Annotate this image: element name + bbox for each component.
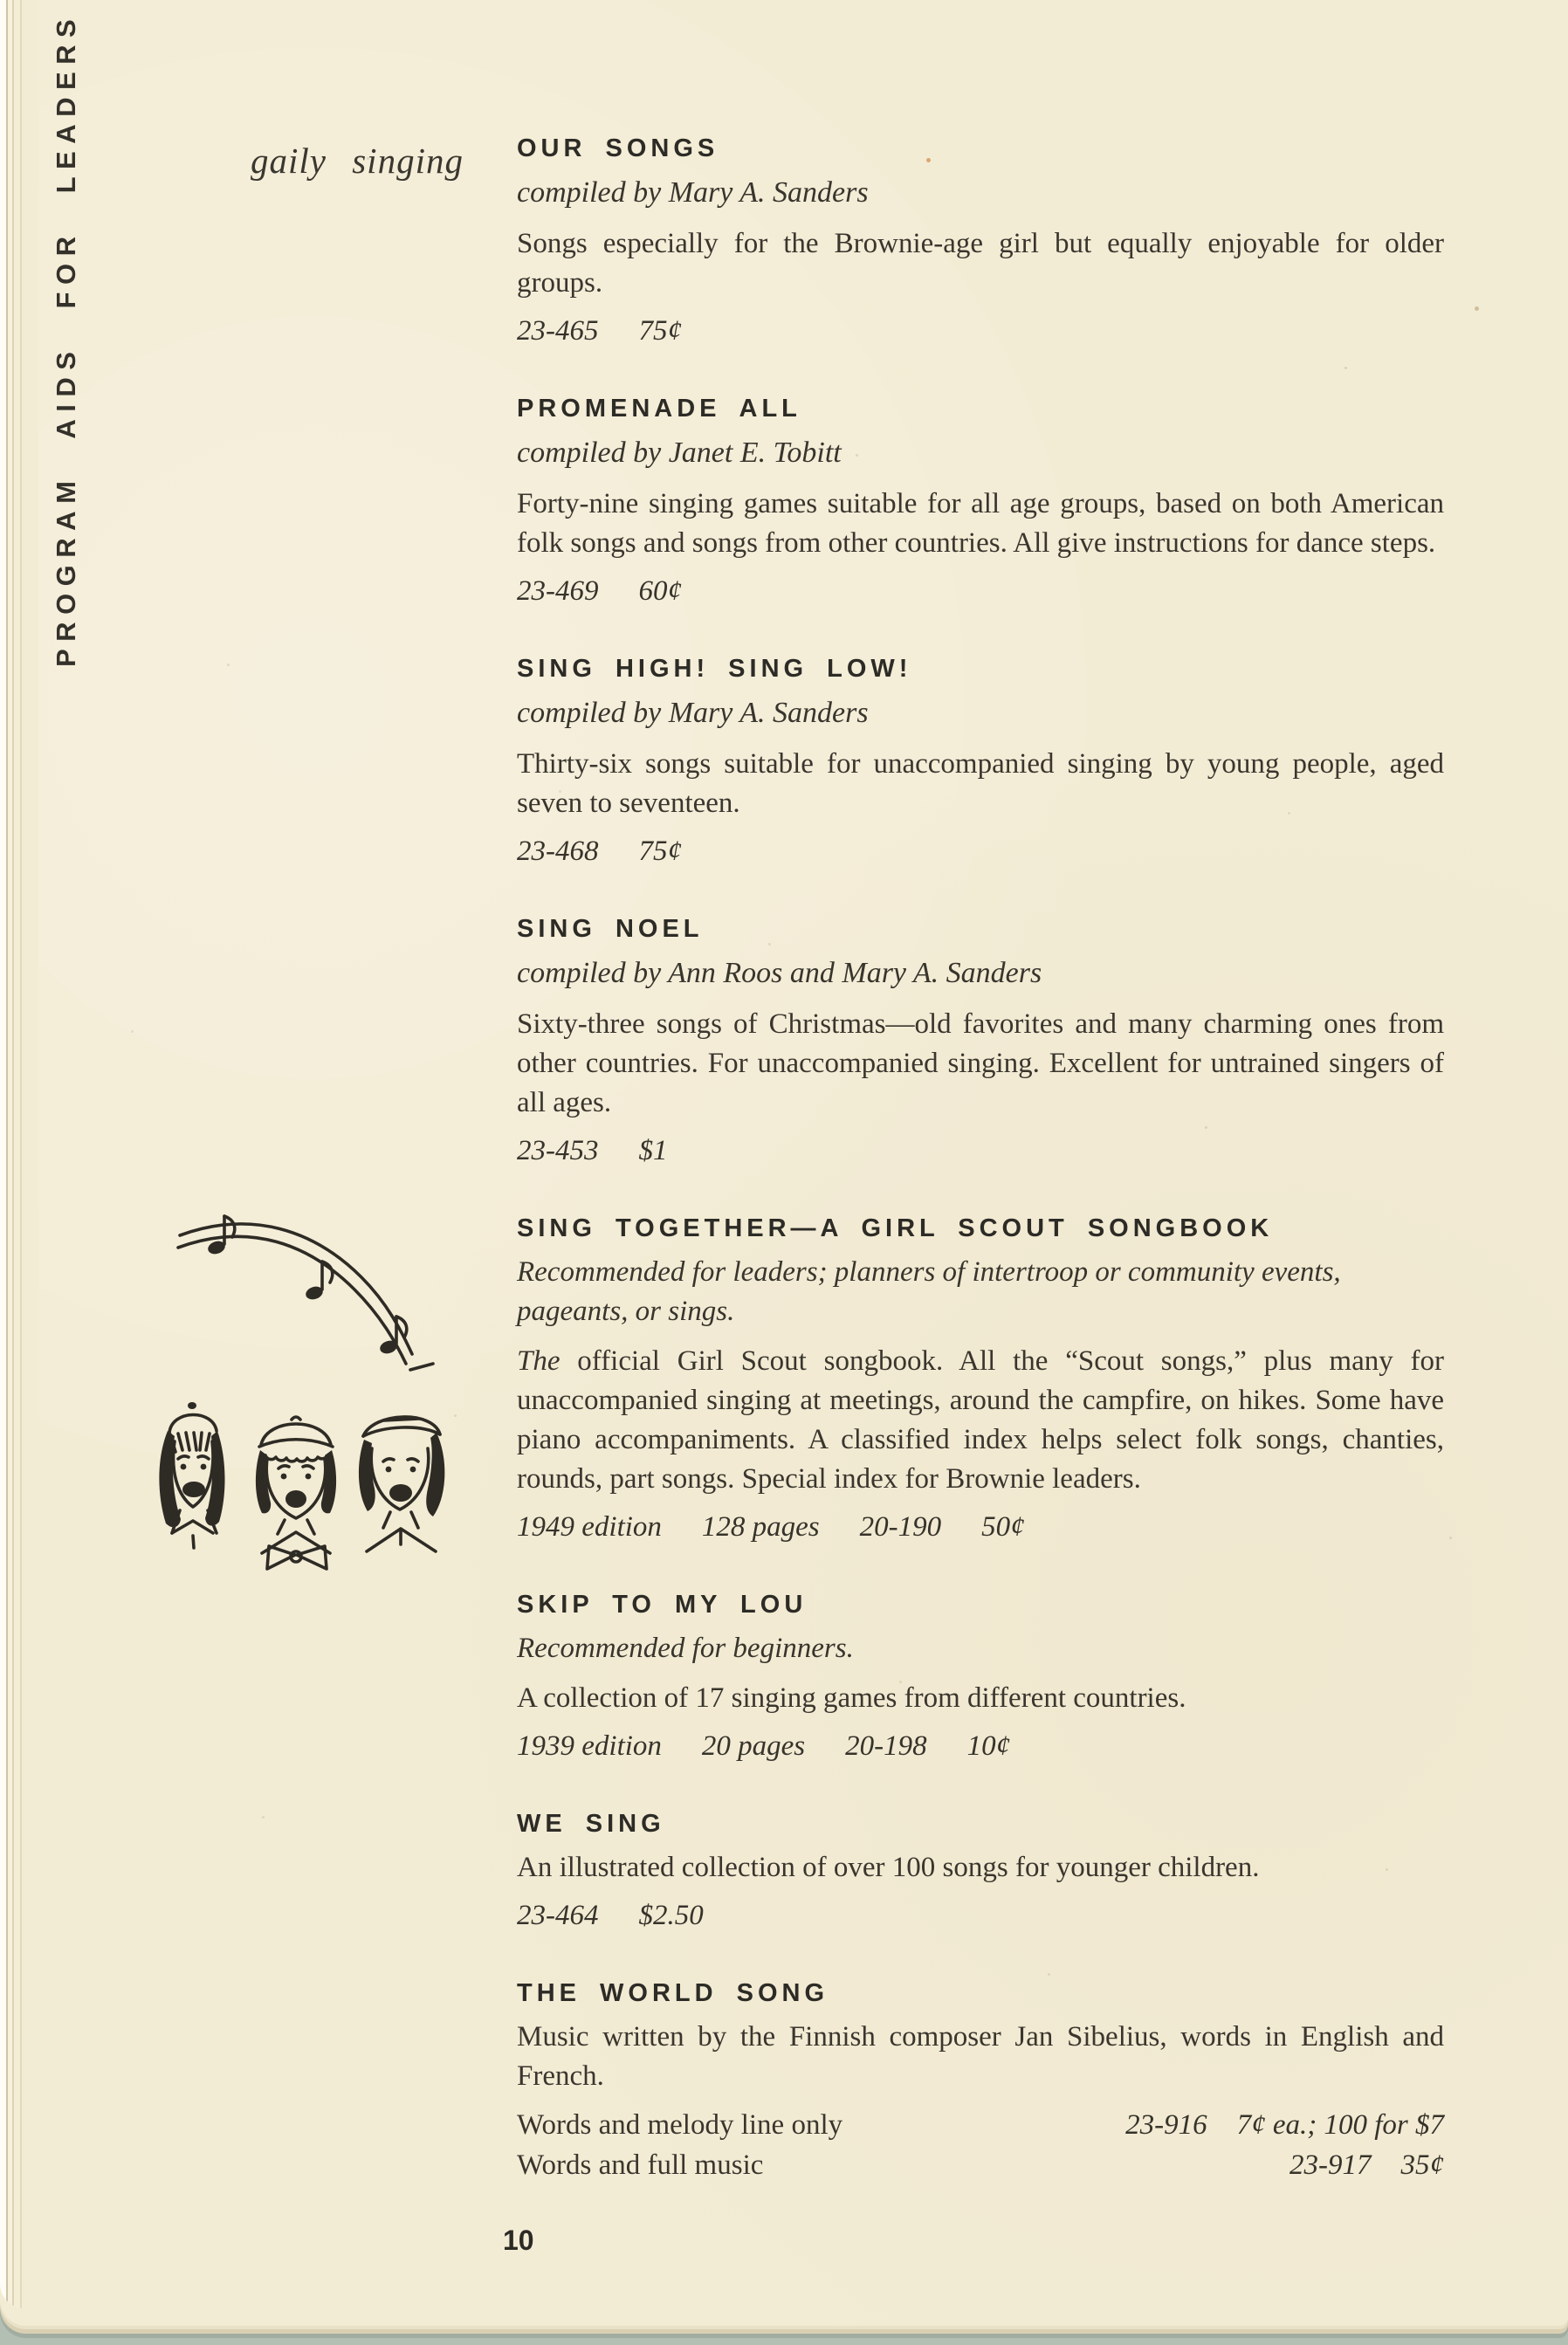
price-segment: 50¢ bbox=[981, 1511, 1025, 1543]
price-segment: 23-465 bbox=[517, 315, 599, 347]
book-listing bbox=[517, 911, 1444, 1171]
price-segment: 23-916 bbox=[1125, 2109, 1207, 2141]
price-segment: 10¢ bbox=[966, 1730, 1011, 1762]
book-title: PROMENADE ALL bbox=[517, 395, 801, 423]
book-price-line bbox=[517, 312, 1444, 351]
price-segment: 23-468 bbox=[517, 836, 599, 867]
price-segment: $2.50 bbox=[638, 1900, 704, 1931]
price-segment: 23-917 bbox=[1289, 2149, 1372, 2181]
book-price-line bbox=[517, 1727, 1444, 1766]
price-segment: 35¢ bbox=[1400, 2149, 1444, 2181]
book-description bbox=[517, 224, 1444, 303]
senior-girl-figure bbox=[359, 1417, 444, 1551]
price-row-label: Words and melody line only bbox=[517, 2109, 843, 2141]
description-text: A collection of 17 singing games from different countries. bbox=[517, 1682, 1186, 1714]
price-segment: 20 pages bbox=[701, 1730, 806, 1762]
description-text: Music written by the Finnish composer Jan Sibelius, words in English and French. bbox=[517, 2021, 1444, 2092]
price-segment: 7¢ ea.; 100 for $7 bbox=[1236, 2109, 1444, 2141]
price-segment: $1 bbox=[638, 1135, 668, 1166]
description-text: Forty-nine singing games suitable for all age groups, based on both American folk songs and songs from other countries. All give instructions for dance steps. bbox=[517, 488, 1444, 559]
price-segment: 20-190 bbox=[859, 1511, 942, 1543]
sidebar-label: PROGRAM AIDS FOR LEADERS bbox=[51, 11, 81, 667]
book-price-rows bbox=[517, 2105, 1444, 2185]
book-title: SING HIGH! SING LOW! bbox=[517, 655, 912, 683]
book-title: THE WORLD SONG bbox=[517, 1979, 829, 2007]
book-listing bbox=[517, 1587, 1444, 1766]
price-row-label: Words and full music bbox=[517, 2149, 764, 2181]
book-price-line bbox=[517, 1508, 1444, 1547]
price-segment: 23-469 bbox=[517, 575, 599, 607]
listings-column bbox=[517, 131, 1444, 2225]
book-listing bbox=[517, 131, 1444, 351]
book-title: WE SING bbox=[517, 1810, 665, 1838]
price-row-value bbox=[1125, 2105, 1444, 2145]
price-segment: 75¢ bbox=[638, 315, 682, 347]
singing-girls-illustration bbox=[129, 1207, 470, 1592]
book-listing bbox=[517, 651, 1444, 871]
book-title: OUR SONGS bbox=[517, 134, 719, 162]
book-byline: compiled by Mary A. Sanders bbox=[517, 697, 869, 729]
description-text: Thirty-six songs suitable for unaccompanied singing by young people, aged seven to seventeen. bbox=[517, 748, 1444, 819]
book-listing bbox=[517, 1211, 1444, 1547]
description-text: An illustrated collection of over 100 songs for younger children. bbox=[517, 1852, 1260, 1883]
book-price-line bbox=[517, 1131, 1444, 1171]
intermediate-girl-figure bbox=[256, 1417, 336, 1569]
price-segment: 1949 edition bbox=[517, 1511, 662, 1543]
book-listing bbox=[517, 1806, 1444, 1936]
price-row bbox=[517, 2145, 1444, 2185]
book-recommendation: Recommended for leaders; planners of intertroop or community events, pageants, or sings. bbox=[517, 1256, 1341, 1327]
book-description bbox=[517, 745, 1444, 823]
book-title: SING TOGETHER—A GIRL SCOUT SONGBOOK bbox=[517, 1214, 1274, 1242]
book-title: SKIP TO MY LOU bbox=[517, 1591, 808, 1619]
price-segment: 23-453 bbox=[517, 1135, 599, 1166]
book-byline: compiled by Janet E. Tobitt bbox=[517, 437, 842, 469]
book-description bbox=[517, 1848, 1444, 1888]
running-head: gaily singing bbox=[251, 141, 464, 181]
book-price-line bbox=[517, 832, 1444, 871]
price-row bbox=[517, 2105, 1444, 2145]
description-text: official Girl Scout songbook. All the “Scout songs,” plus many for unaccompanied singing at meetings, around the campfire, on hikes. Some have piano accompaniments. A classified index helps select folk songs, chanties, rounds, part songs. Special index for Brownie leaders. bbox=[517, 1345, 1445, 1495]
book-description bbox=[517, 485, 1444, 563]
brownie-girl-figure bbox=[159, 1402, 224, 1548]
book-title: SING NOEL bbox=[517, 915, 704, 943]
page-number: 10 bbox=[503, 2225, 534, 2256]
description-text: Sixty-three songs of Christmas—old favorites and many charming ones from other countries. For unaccompanied singing. Excellent for untrained singers of all ages. bbox=[517, 1008, 1444, 1118]
book-page-edge-stack bbox=[0, 0, 38, 2308]
book-listing bbox=[517, 1976, 1444, 2185]
book-description bbox=[517, 2018, 1444, 2096]
book-description bbox=[517, 1679, 1444, 1718]
book-byline: compiled by Ann Roos and Mary A. Sanders bbox=[517, 957, 1042, 989]
price-segment: 128 pages bbox=[701, 1511, 820, 1543]
price-segment: 20-198 bbox=[845, 1730, 927, 1762]
book-price-line bbox=[517, 1896, 1444, 1936]
book-price-line bbox=[517, 572, 1444, 611]
book-description bbox=[517, 1005, 1444, 1123]
price-segment: 60¢ bbox=[638, 575, 682, 607]
book-description bbox=[517, 1342, 1444, 1499]
book-listing bbox=[517, 391, 1444, 611]
description-lead-word: The bbox=[517, 1345, 578, 1377]
price-row-value bbox=[1289, 2145, 1444, 2185]
book-recommendation: Recommended for beginners. bbox=[517, 1633, 854, 1664]
price-segment: 75¢ bbox=[638, 836, 682, 867]
price-segment: 23-464 bbox=[517, 1900, 599, 1931]
book-byline: compiled by Mary A. Sanders bbox=[517, 176, 869, 209]
description-text: Songs especially for the Brownie-age girl but equally enjoyable for older groups. bbox=[517, 228, 1444, 299]
price-segment: 1939 edition bbox=[517, 1730, 662, 1762]
